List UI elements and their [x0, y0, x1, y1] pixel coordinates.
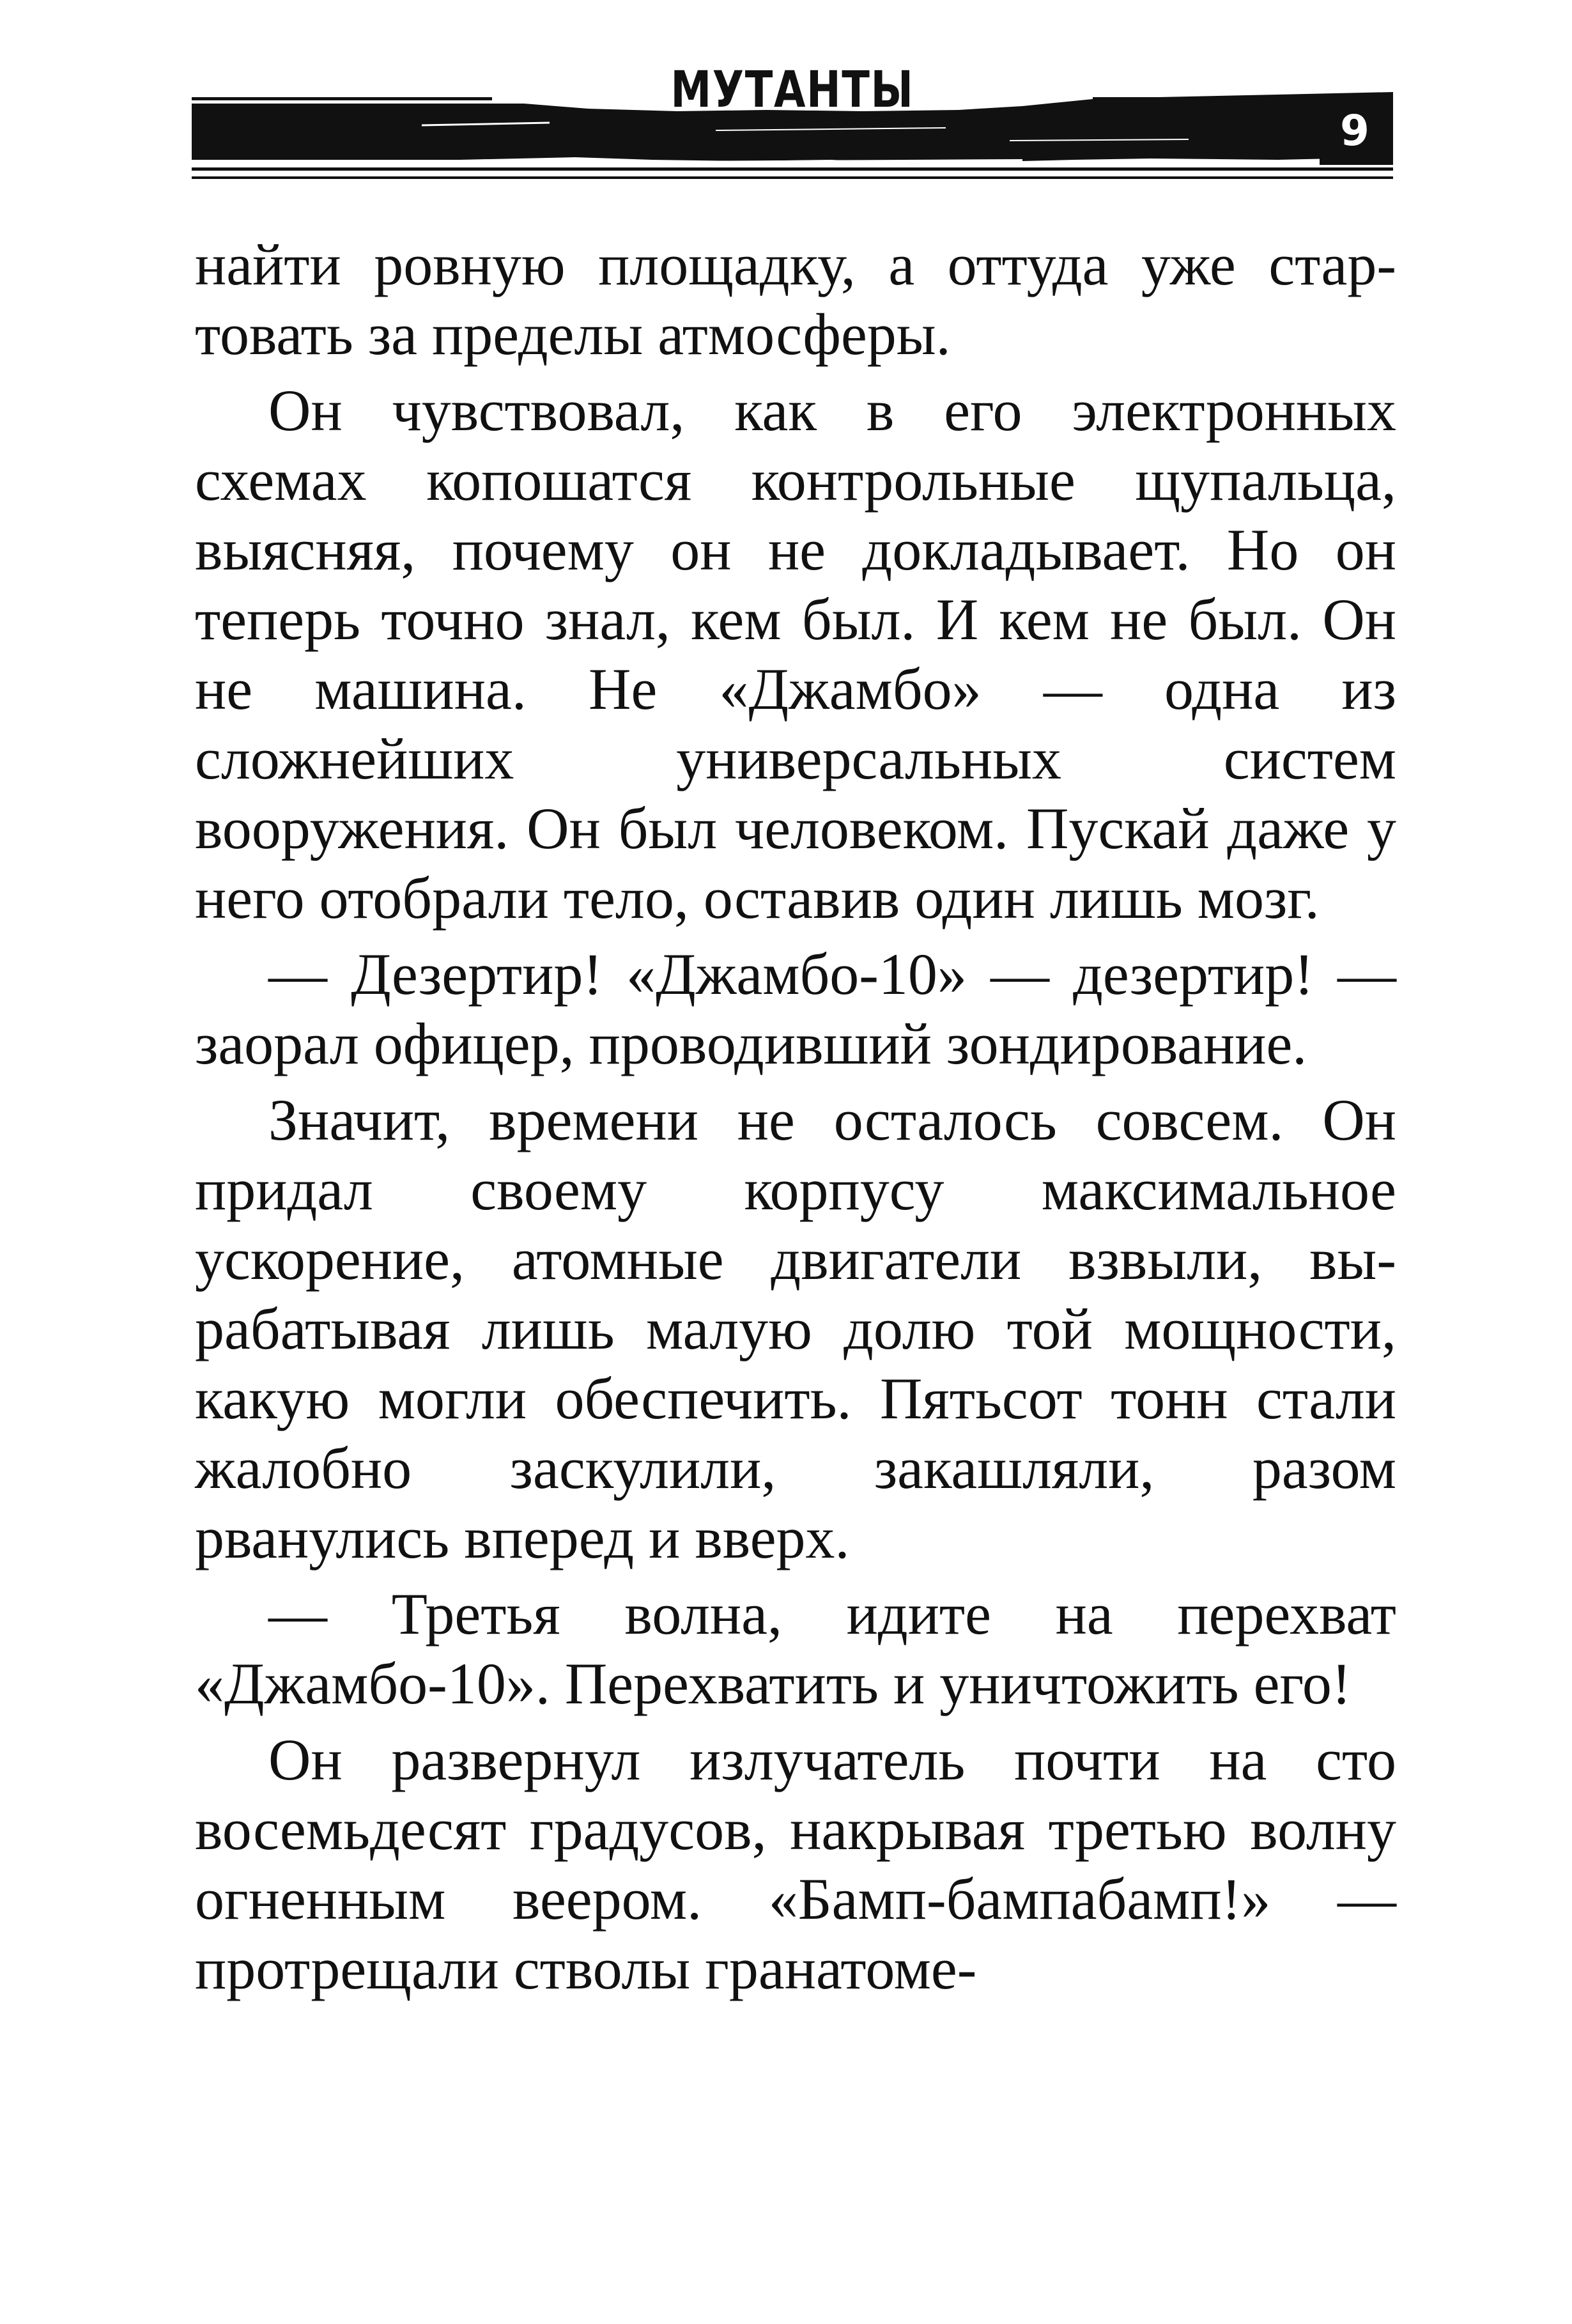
paragraph: — Дезертир! «Джамбо-10» — дезертир! — заорал офицер, проводивший зондирование.: [195, 941, 1396, 1076]
paragraph: Он развернул излучатель почти на сто восемьдесят градусов, накрывая третью волну огненным веером. «Бамп-бампабамп!» — протрещали стволы гранатоме-: [195, 1727, 1396, 2001]
body-text: [195, 230, 1396, 2010]
paragraph: — Третья волна, идите на перехват «Джамбо-10». Перехватить и уничтожить его!: [195, 1581, 1396, 1716]
page-number: 9: [1340, 106, 1369, 155]
running-title: МУТАНТЫ: [670, 61, 914, 119]
paragraph: Значит, времени не осталось совсем. Он придал своему корпусу максимальное ускорение, атомные двигатели взвыли, вырабатывая лишь малую долю той мощности, какую могли обеспечить. Пятьсот тонн стали жалобно заскулили, закашляли, разом рванулись вперед и вверх.: [195, 1087, 1396, 1570]
paragraph: найти ровную площадку, а оттуда уже стартовать за пределы атмосферы.: [195, 232, 1396, 367]
paragraph: Он чувствовал, как в его электронных схемах копошатся контрольные щупальца, выясняя, почему он не докладывает. Но он теперь точно знал, кем был. И кем не был. Он не машина. Не «Джамбо» — одна из сложнейших универсальных систем вооружения. Он был человеком. Пускай даже у него отобрали тело, оставив один лишь мозг.: [195, 378, 1396, 931]
page-header: [192, 61, 1393, 198]
